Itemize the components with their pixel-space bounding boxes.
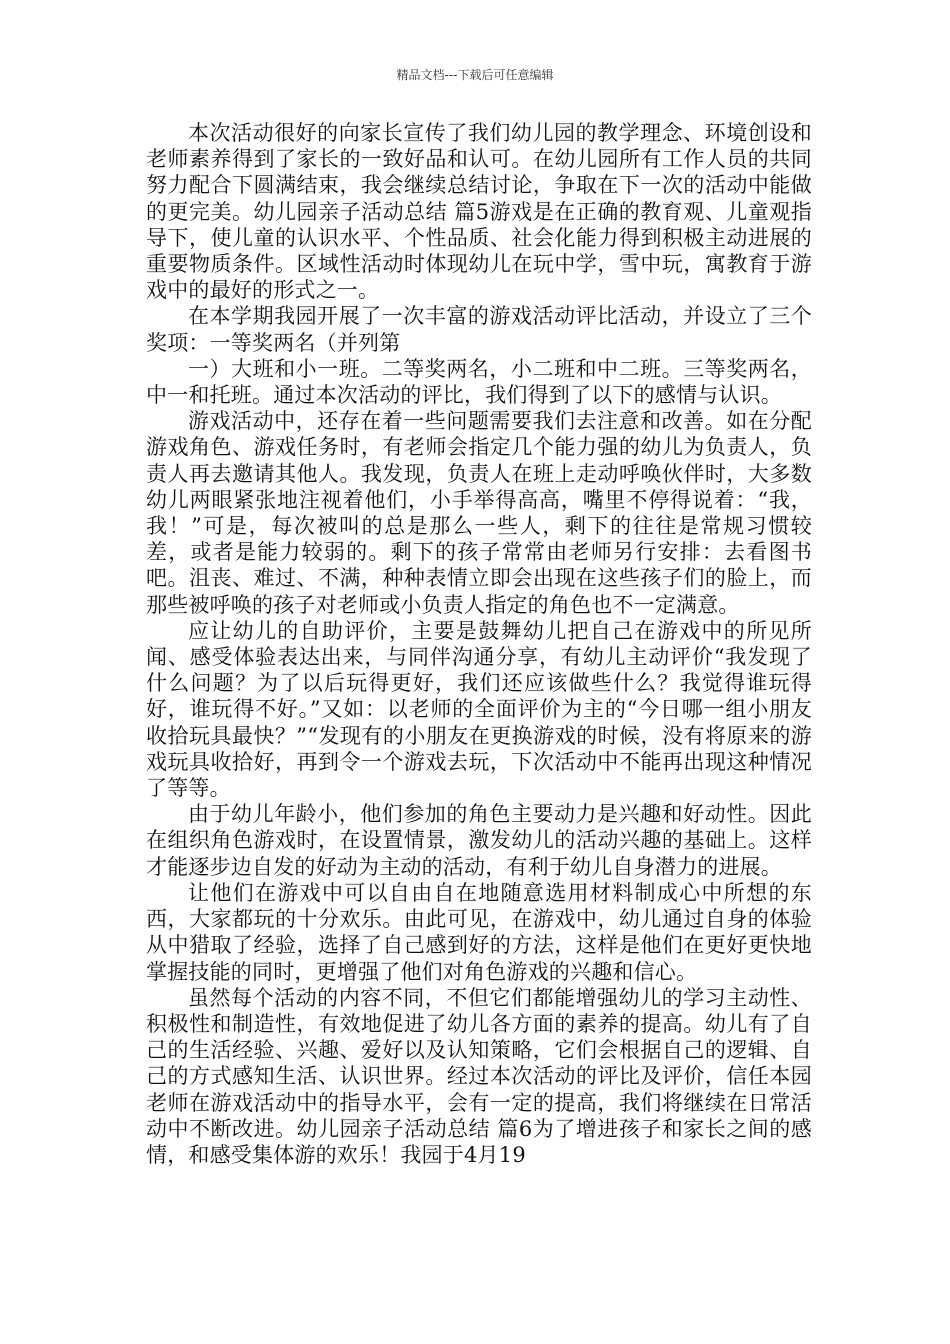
- page-header: 精品文档---下载后可任意编辑: [396, 68, 554, 82]
- document-body: [146, 120, 812, 1168]
- paragraph: 本次活动很好的向家长宣传了我们幼儿园的教学理念、环境创设和老师素养得到了家长的一致好品和认可。在幼儿园所有工作人员的共同努力配合下圆满结束，我会继续总结讨论，争取在下一次的活动中能做的更完美。幼儿园亲子活动总结 篇5游戏是在正确的教育观、儿童观指导下，使儿童的认识水平、个性品质、社会化能力得到积极主动进展的重要物质条件。区域性活动时体现幼儿在玩中学，雪中玩，寓教育于游戏中的最好的形式之一。: [146, 121, 812, 303]
- paragraph: 应让幼儿的自助评价，主要是鼓舞幼儿把自己在游戏中的所见所闻、感受体验表达出来，与同伴沟通分享，有幼儿主动评价“我发现了什么问题？为了以后玩得更好，我们还应该做些什么？我觉得谁玩得好，谁玩得不好。”又如：以老师的全面评价为主的“今日哪一组小朋友收拾玩具最快？”“发现有的小朋友在更换游戏的时候，没有将原来的游戏玩具收拾好，再到令一个游戏去玩，下次活动中不能再出现这种情况了等等。: [146, 618, 812, 801]
- paragraph: 让他们在游戏中可以自由自在地随意选用材料制成心中所想的东西，大家都玩的十分欢乐。由此可见，在游戏中，幼儿通过自身的体验从中猎取了经验，选择了自己感到好的方法，这样是他们在更好更快地掌握技能的同时，更增强了他们对角色游戏的兴趣和信心。: [146, 880, 812, 984]
- paragraph: 一）大班和小一班。二等奖两名，小二班和中二班。三等奖两名，中一和托班。通过本次活动的评比，我们得到了以下的感情与认识。: [146, 356, 812, 408]
- paragraph: 在本学期我园开展了一次丰富的游戏活动评比活动，并设立了三个奖项：一等奖两名（并列第: [146, 304, 812, 355]
- paragraph: 虽然每个活动的内容不同，不但它们都能增强幼儿的学习主动性、积极性和制造性，有效地促进了幼儿各方面的素养的提高。幼儿有了自己的生活经验、兴趣、爱好以及认知策略，它们会根据自己的逻辑、自己的方式感知生活、认识世界。经过本次活动的评比及评价，信任本园老师在游戏活动中的指导水平，会有一定的提高，我们将继续在日常活动中不断改进。幼儿园亲子活动总结 篇6为了增进孩子和家长之间的感情，和感受集体游的欢乐！我园于4月19: [146, 985, 812, 1167]
- paragraph: 由于幼儿年龄小，他们参加的角色主要动力是兴趣和好动性。因此在组织角色游戏时，在设置情景，激发幼儿的活动兴趣的基础上。这样才能逐步边自发的好动为主动的活动，有利于幼儿自身潜力的进展。: [146, 802, 812, 879]
- paragraph: 游戏活动中，还存在着一些问题需要我们去注意和改善。如在分配游戏角色、游戏任务时，有老师会指定几个能力强的幼儿为负责人，负责人再去邀请其他人。我发现，负责人在班上走动呼唤伙伴时，大多数幼儿两眼紧张地注视着他们，小手举得高高，嘴里不停得说着：“我，我！”可是，每次被叫的总是那么一些人，剩下的往往是常规习惯较差，或者是能力较弱的。剩下的孩子常常由老师另行安排：去看图书吧。沮丧、难过、不满，种种表情立即会出现在这些孩子们的脸上，而那些被呼唤的孩子对老师或小负责人指定的角色也不一定满意。: [146, 409, 812, 617]
